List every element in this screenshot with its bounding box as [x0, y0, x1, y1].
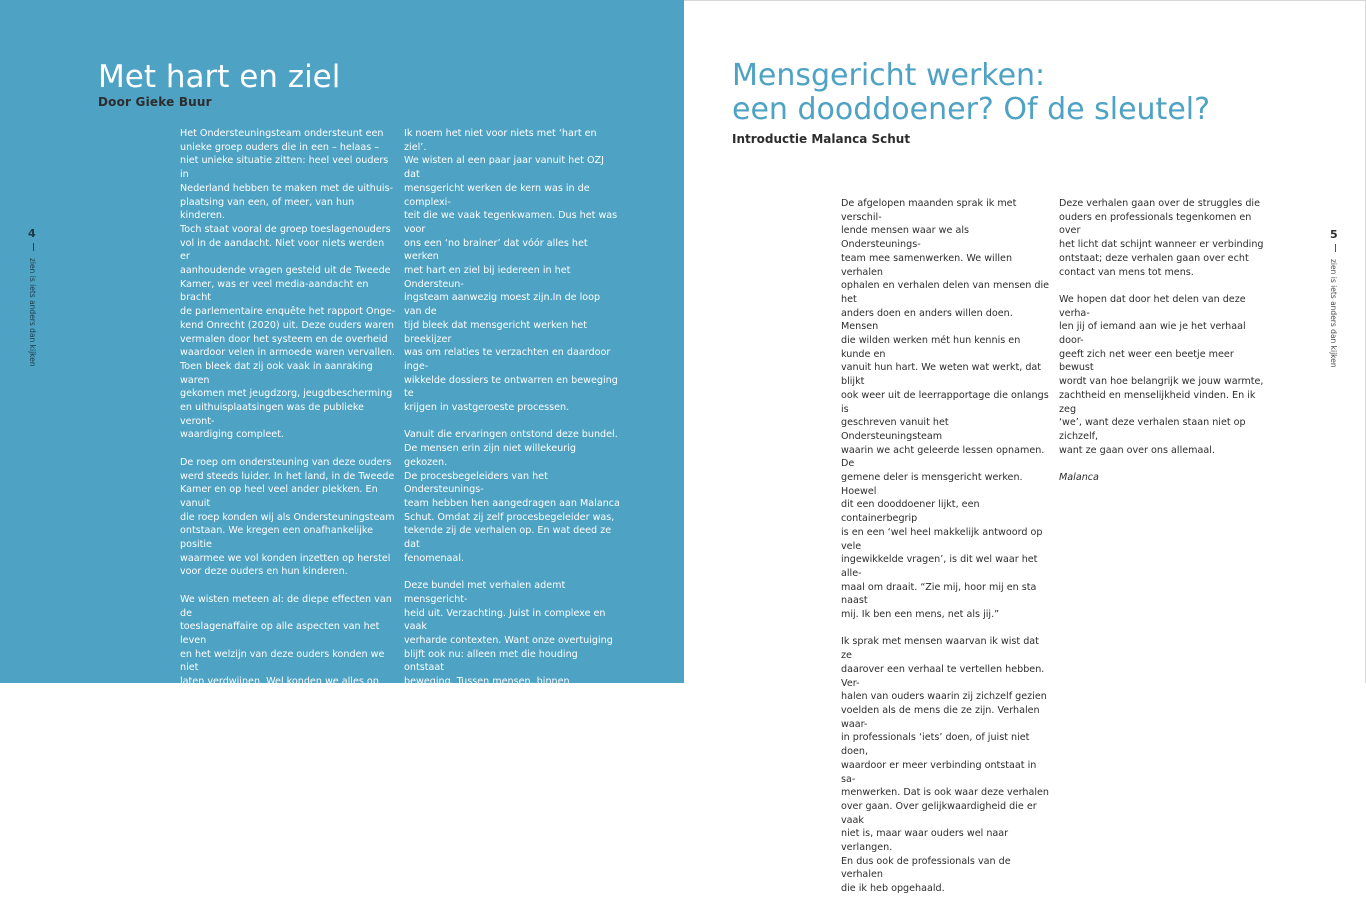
byline: Introductie Malanca Schut: [732, 132, 911, 146]
paragraph: We hopen dat door het delen van deze verha- len jij of iemand aan wie je het verhaal door- geeft zich net weer een beetje meer bewust wordt van hoe belangrijk we jouw warmte, zachtheid en menselijkheid vinden. En ik zeg ‘we’, want deze verhalen staan niet op zichzelf, want ze gaan over ons allemaal.: [1059, 293, 1264, 456]
text-column-2: [1059, 197, 1269, 498]
paragraph: Ik noem het niet voor niets met ‘hart en ziel’. We wisten al een paar jaar vanuit het OZJ dat mensgericht werken de kern was in de complexi- teit die we vaak tegenkwamen. Dus het was voor ons een ‘no brainer’ dat vóór alles het werken met hart en ziel bij iedereen in het Ondersteun- ingsteam aanwezig moest zijn.In de loop van de tijd bleek dat mensgericht werken het breekijzer was om relaties te verzachten en daardoor inge- wikkelde dossiers te ontwarren en beweging te krijgen in vastgeroeste processen.: [404, 128, 618, 414]
paragraph: De roep om ondersteuning van deze ouders werd steeds luider. In het land, in de Tweede Kamer en op heel veel ander plekken. En vanuit die roep konden wij als Ondersteuningsteam ontstaan. We kregen een onafhankelijke positie waarmee we vol konden inzetten op herstel voor deze ouders en hun kinderen.: [180, 456, 395, 578]
paragraph: De afgelopen maanden sprak ik met verschil- lende mensen waar we als Ondersteunings- team mee samenwerken. We willen verhalen ophalen en verhalen delen van mensen die het anders doen en anders willen doen. Mensen die wilden werken mét hun kennis en kunde en vanuit hun hart. We weten wat werkt, dat blijkt ook weer uit de leerrapportage die onlangs is geschreven vanuit het Ondersteuningsteam waarin we acht geleerde lessen opnamen. De gemene deler is mensgericht werken. Hoewel dit een dooddoener lijkt, een containerbegrip is en een ‘wel heel makkelijk antwoord op vele ingewikkelde vragen’, is dit wel waar het alle- maal om draait. “Zie mij, hoor mij en sta naast mij. Ik ben een mens, net als jij.”: [841, 198, 1050, 621]
left-page: [0, 0, 684, 797]
page-number: 4: [28, 227, 36, 240]
signature: Gieke Buur Programmamanager OZJ (Ondersteuningsteam Zorg voor de Jeugd): [404, 758, 608, 797]
page-title: Met hart en ziel: [98, 59, 341, 95]
text-column-2: [404, 127, 620, 812]
running-head: zien is iets anders dan kijken: [28, 258, 37, 367]
paragraph: We wisten meteen al: de diepe effecten van de toeslagenaffaire op alle aspecten van het leven en het welzijn van deze ouders konden we niet laten verdwijnen. Wel konden we alles op alles zetten om juist voor deze ouders en hun kinderen vanuit een neutrale rol te doen wat nodig was. Met hart en ziel.: [180, 593, 392, 770]
page-title: Mensgericht werken: een dooddoener? Of de sleutel?: [732, 58, 1211, 127]
text-column-1: [841, 197, 1051, 910]
right-page: [684, 0, 1366, 895]
signature: Malanca: [1059, 472, 1099, 484]
paragraph: Vanuit die ervaringen ontstond deze bundel. De mensen erin zijn niet willekeurig gekozen. De procesbegeleiders van het Ondersteunings- team hebben hen aangedragen aan Malanca Schut. Omdat zij zelf procesbegeleider was, tekende zij de verhalen op. En wat deed ze dat fenomenaal.: [404, 429, 620, 564]
page-number-divider: [33, 243, 34, 251]
paragraph: Deze bundel met verhalen ademt mensgericht- heid uit. Verzachting. Juist in complexe en vaak verharde contexten. Want onze overtuiging blijft ook nu: alleen met die houding ontstaat beweging. Tussen mensen, binnen organisaties en in het systeem. Ik zou zeggen: laat je inspire- ren. Maar vooral; ga het doen.: [404, 580, 613, 742]
running-head: zien is iets anders dan kijken: [1329, 259, 1338, 368]
byline: Door Gieke Buur: [98, 95, 212, 109]
paragraph: Het Ondersteuningsteam ondersteunt een unieke groep ouders die in een – helaas – niet unieke situatie zitten: heel veel ouders in Nederland hebben te maken met de uithuis- plaatsing van een, of meer, van hun kinderen. Toch staat vooral de groep toeslagenouders vol in de aandacht. Niet voor niets werden er aanhoudende vragen gesteld uit de Tweede Kamer, was er veel media-aandacht en bracht de parlementaire enquête het rapport Onge- kend Onrecht (2020) uit. Deze ouders waren vermalen door het systeem en de overheid waardoor velen in armoede waren vervallen. Toen bleek dat zij ook vaak in aanraking waren gekomen met jeugdzorg, jeugdbescherming en uithuisplaatsingen was de publieke veront- waardiging compleet.: [180, 128, 396, 441]
paragraph: Deze verhalen gaan over de struggles die ouders en professionals tegenkomen en over het licht dat schijnt wanneer er verbinding ontstaat; deze verhalen gaan over echt contact van mens tot mens.: [1059, 198, 1264, 278]
page-number-divider: [1335, 244, 1336, 252]
text-column-1: [180, 127, 396, 785]
page-number: 5: [1330, 228, 1338, 241]
paragraph: Ik sprak met mensen waarvan ik wist dat ze daarover een verhaal te vertellen hebben. Ver- halen van ouders waarin zij zichzelf gezien voelden als de mens die ze zijn. Verhalen waar- in professionals ‘iets’ doen, of juist niet doen, waardoor er meer verbinding ontstaat in sa- menwerken. Dat is ook waar deze verhalen over gaan. Over gelijkwaardigheid die er vaak niet is, maar waar ouders wel naar verlangen. En dus ook de professionals van de verhalen die ik heb opgehaald.: [841, 636, 1049, 895]
